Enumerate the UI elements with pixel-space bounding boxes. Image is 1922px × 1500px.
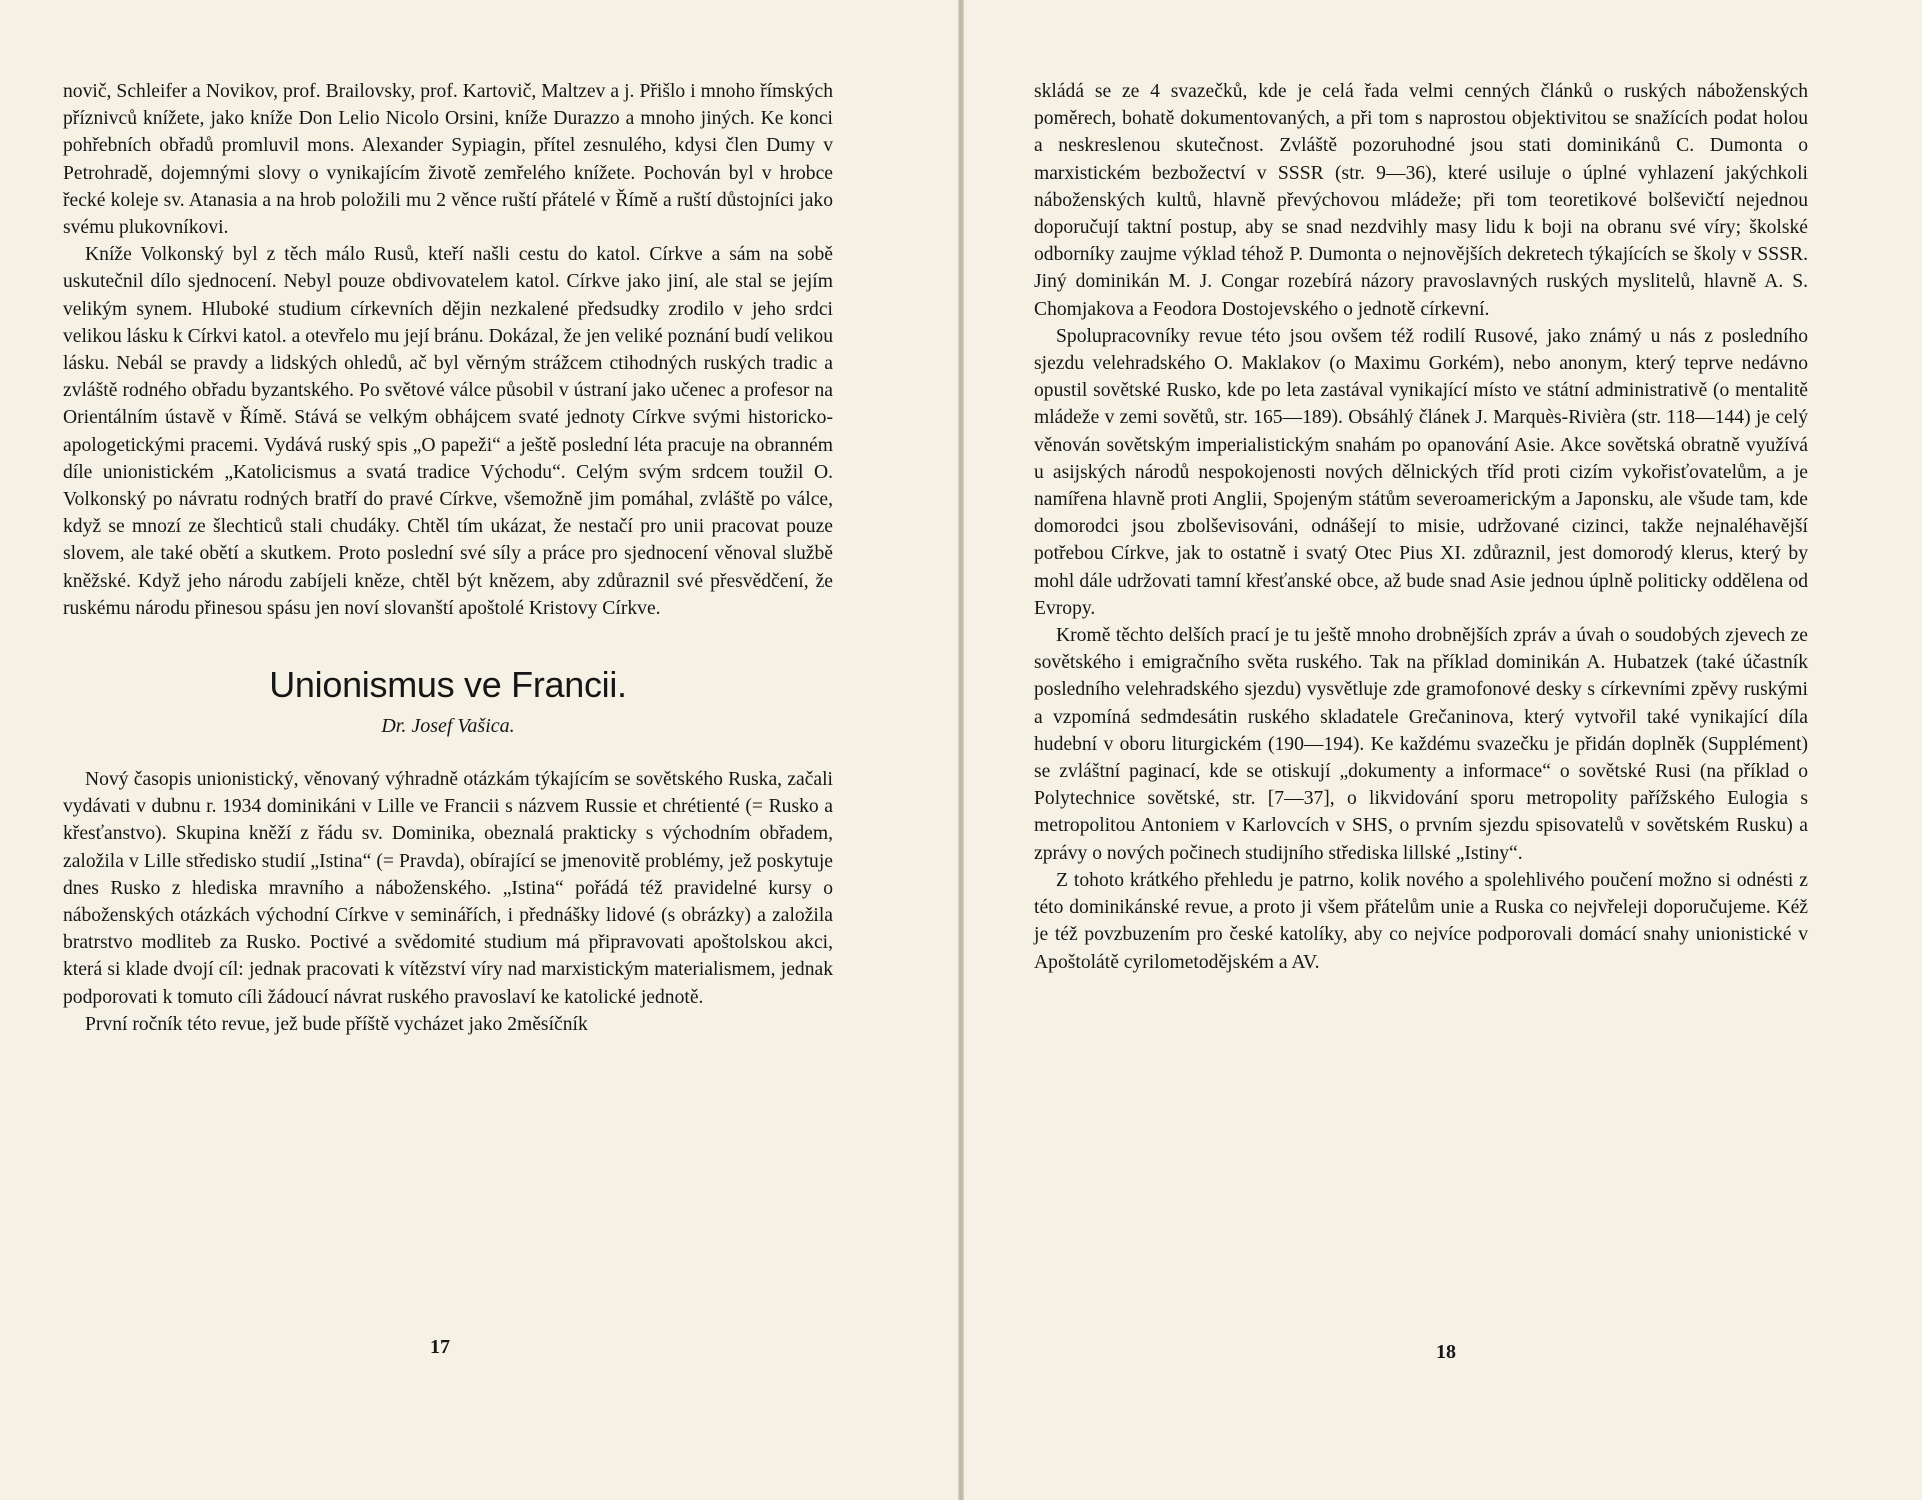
article-author: Dr. Josef Vašica. — [381, 715, 515, 738]
paragraph: novič, Schleifer a Novikov, prof. Brailovsky, prof. Kartovič, Maltzev a j. Přišlo i mnoho římských příznivců knížete, jako kníže Don Lelio Nicolo Orsini, kníže Durazzo a mnoho jiných. Ke konci pohřebních obřadů promluvil mons. Alexander Sypiagin, přítel zesnulého, kdysi člen Dumy v Petrohradě, dojemnými slovy o vynikajícím životě zemřelého knížete. Pochován byl v hrobce řecké koleje sv. Atanasia a na hrob položili mu 2 věnce ruští přátelé v Římě a ruští důstojníci jako svému plukovníkovi. — [63, 81, 833, 239]
page-number: 17 — [430, 1336, 450, 1358]
article-title: Unionismus ve Francii. — [269, 664, 627, 706]
paragraph: Kníže Volkonský byl z těch málo Rusů, kteří našli cestu do katol. Církve a sám na sobě uskutečnil dílo sjednocení. Nebyl pouze obdivovatelem katol. Církve jako jiní, ale stal se jejím velikým synem. Hluboké studium církevních dějin nezkalené předsudky zrodilo v jeho srdci velikou lásku k Církvi katol. a otevřelo mu její bránu. Dokázal, že jen veliké poznání budí velikou lásku. Nebál se pravdy a lidských ohledů, ač byl věrným strážcem ctihodných ruských tradic a zvláště rodného obřadu byzantského. Po světové válce působil v ústraní jako učenec a profesor na Orientálním ústavě v Římě. Stává se velkým obhájcem svaté jednoty Církve svými historicko-apologetickými pracemi. Vydává ruský spis „O papeži“ a ještě poslední léta pracuje na obranném díle unionistickém „Katolicismus a svatá tradice Východu“. Celým svým srdcem toužil O. Volkonský po návratu rodných bratří do pravé Církve, všemožně jim pomáhal, zvláště po válce, když se mnozí ze šlechticů stali chudáky. Chtěl tím ukázat, že nestačí pro unii pracovat pouze slovem, ale také obětí a skutkem. Proto poslední své síly a práce pro sjednocení věnoval službě kněžské. Když jeho národu zabíjeli kněze, chtěl být knězem, aby zdůraznil své přesvědčení, že ruskému národu přinesou spásu jen noví slovanští apoštolé Kristovy Církve. — [63, 244, 833, 619]
page-number: 18 — [1436, 1341, 1456, 1363]
paragraph: První ročník této revue, jež bude příště vycházet jako 2měsíčník — [85, 1013, 588, 1035]
paragraph: skládá se ze 4 svazečků, kde je celá řada velmi cenných článků o ruských náboženských poměrech, bohatě dokumentovaných, a při tom s naprostou objektivitou se snažících podat holou a neskreslenou skutečnost. Zvláště pozoruhodné jsou stati dominikánů C. Dumonta o marxistickém bezbožectví v SSSR (str. 9—36), které usiluje o úplné vyhlazení jakýchkoli náboženských kultů, hlavně převýchovou mládeže; při tom teoretikové bolševičtí nejednou doporučují taktní postup, aby se snad nezdvihly masy lidu k boji na obranu své víry; školské odborníky zaujme výklad téhož P. Dumonta o nejnovějších dekretech týkajících se školy v SSSR. Jiný dominikán M. J. Congar rozebírá názory pravoslavných ruských myslitelů, hlavně A. S. Chomjakova a Feodora Dostojevského o jednotě církevní. — [1034, 81, 1808, 320]
left-text-column — [63, 78, 833, 1038]
paragraph: Z tohoto krátkého přehledu je patrno, kolik nového a spolehlivého poučení možno si odnésti z této dominikánské revue, a proto ji všem přátelům unie a Ruska co nejvřeleji doporučujeme. Kéž je též povzbuzením pro české katolíky, aby co nejvíce podporovali domácí snahy unionistické v Apoštolátě cyrilometodějském a AV. — [1034, 869, 1808, 973]
right-page — [964, 0, 1922, 1500]
paragraph: Nový časopis unionistický, věnovaný výhradně otázkám týkajícím se sovětského Ruska, začali vydávati v dubnu r. 1934 dominikáni v Lille ve Francii s názvem Russie et chrétienté (= Rusko a křesťanstvo). Skupina kněží z řádu sv. Dominika, obeznalá prakticky s východním obřadem, založila v Lille středisko studií „Istina“ (= Pravda), obírající se jmenovitě problémy, jež poskytuje dnes Rusko z hlediska mravního a náboženského. „Istina“ pořádá též pravidelné kursy o náboženských otázkách východní Církve v seminářích, i přednášky lidové (s obrázky) a založila bratrstvo modliteb za Rusko. Poctivé a svědomité studium má připravovati apoštolskou akci, která si klade dvojí cíl: jednak pracovati k vítězství víry nad marxistickým materialismem, jednak podporovati k tomuto cíli žádoucí návrat ruského pravoslaví ke katolické jednotě. — [63, 769, 833, 1008]
right-text-column — [1034, 78, 1808, 976]
left-page — [0, 0, 958, 1500]
paragraph: Spolupracovníky revue této jsou ovšem též rodilí Rusové, jako známý u nás z posledního sjezdu velehradského O. Maklakov (o Maximu Gorkém), nebo anonym, který teprve nedávno opustil sovětské Rusko, kde po leta zastával vynikající místo ve státní administrativě (o mentalitě mládeže v zemi sovětů, str. 165—189). Obsáhlý článek J. Marquès-Rivièra (str. 118—144) je celý věnován sovětským imperialistickým snahám po opanování Asie. Akce sovětská obratně využívá u asijských národů nespokojenosti nových dělnických tříd proti cizím vykořisťovatelům, a je namířena hlavně proti Anglii, Spojeným státům severoamerickým a Japonsku, ale všude tam, kde domorodci jsou zbolševisováni, odnášejí to misie, udržované cizinci, takže nejnaléhavější potřebou Církve, jak to ostatně i svatý Otec Pius XI. zdůraznil, jest domorodý klerus, který by mohl dále udržovati tamní křesťanské obce, až bude snad Asie jednou úplně politicky oddělena od Evropy. — [1034, 325, 1808, 619]
paragraph: Kromě těchto delších prací je tu ještě mnoho drobnějších zpráv a úvah o soudobých zjevech ze sovětského i emigračního světa ruského. Tak na příklad dominikán A. Hubatzek (také účastník posledního velehradského sjezdu) vysvětluje zde gramofonové desky s církevními zpěvy ruskými a vzpomíná sedmdesátin ruského skladatele Grečaninova, který vytvořil také vynikající díla hudební v oboru liturgickém (190—194). Ke každému svazečku je přidán doplněk (Supplément) se zvláštní paginací, kde se otiskují „dokumenty a informace“ o sovětské Rusi (na příklad o Polytechnice sovětské, str. [7—37], o likvidování sporu metropolity pařížského Eulogia s metropolitou Antoniem v Karlovcích v SHS, o prvním sjezdu spisovatelů v sovětském Rusku) a zprávy o nových počinech studijního střediska lillské „Istiny“. — [1034, 625, 1808, 864]
